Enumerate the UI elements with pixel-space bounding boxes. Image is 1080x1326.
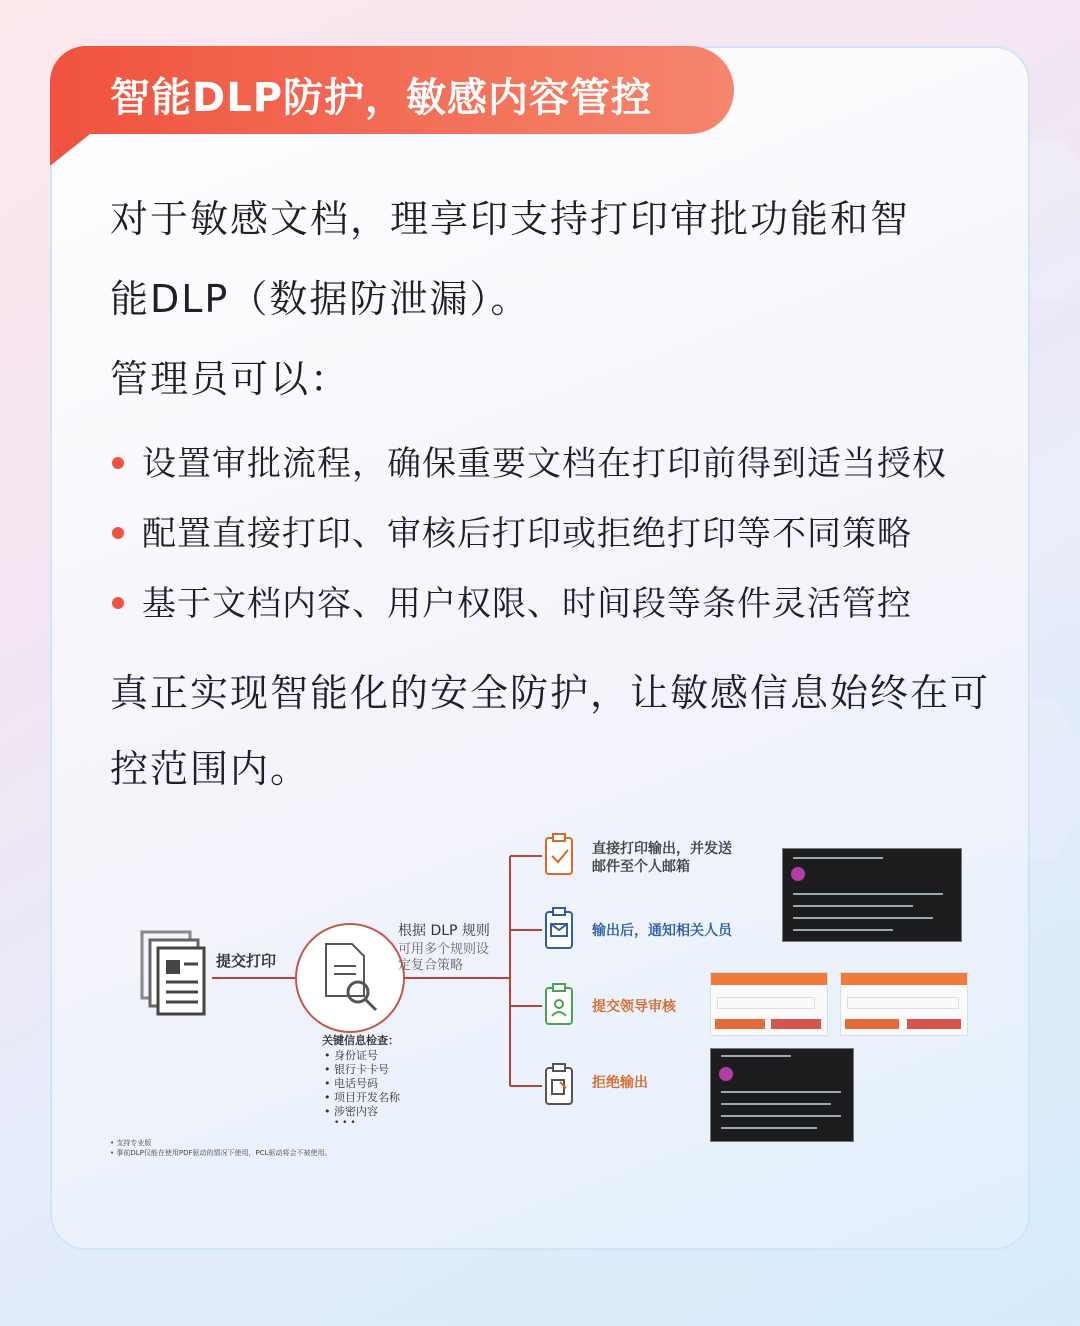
outcome-notify-label: 输出后，通知相关人员 (592, 923, 732, 939)
submit-print-label: 提交打印 (216, 952, 277, 970)
email-preview-thumbnail (782, 848, 962, 942)
outcome-direct-print-line-2: 邮件至个人邮箱 (592, 859, 690, 875)
key-check-item: • 银行卡卡号 (324, 1063, 389, 1076)
diagram-note: • 事前DLP仅能在使用PDF驱动的情况下使用，PCL驱动将会不被使用。 (110, 1149, 332, 1157)
key-check-item: • 电话号码 (324, 1077, 378, 1090)
key-check-title: 关键信息检查： (322, 1034, 399, 1047)
dlp-rule-sub-2: 定复合策略 (398, 958, 464, 973)
clipboard-check-icon (546, 834, 572, 874)
document-search-icon (296, 924, 404, 1032)
dlp-rule-title: 根据 DLP 规则 (398, 923, 490, 939)
bullet-dot-icon (112, 457, 124, 469)
mail-notify-icon (546, 908, 572, 948)
page-title: 智能DLP防护，敏感内容管控 (110, 75, 653, 121)
conclusion-line-1: 真正实现智能化的安全防护，让敏感信息始终在可 (110, 671, 991, 715)
diagram-note: • 支持专业版 (110, 1139, 152, 1147)
reject-document-icon (546, 1064, 572, 1104)
intro-line-1: 对于敏感文档，理享印支持打印审批功能和智 (110, 197, 911, 241)
dlp-flow-diagram (100, 820, 980, 1180)
key-check-item: • 涉密内容 (324, 1105, 378, 1118)
bullet-dot-icon (112, 597, 124, 609)
admin-label: 管理员可以： (110, 357, 351, 401)
outcome-direct-print-line-1: 直接打印输出，并发送 (592, 841, 732, 857)
review-form-thumbnail (710, 972, 828, 1036)
reject-notice-thumbnail (710, 1048, 854, 1142)
bullet-dot-icon (112, 527, 124, 539)
review-form-thumbnail (840, 972, 968, 1036)
document-stack-icon (142, 932, 204, 1014)
key-check-item: • 身份证号 (324, 1049, 378, 1062)
key-check-item: • 项目开发名称 (324, 1091, 400, 1104)
bullet-item: 基于文档内容、用户权限、时间段等条件灵活管控 (112, 576, 912, 625)
bullet-item: 配置直接打印、审核后打印或拒绝打印等不同策略 (112, 506, 912, 555)
outcome-reject-label: 拒绝输出 (592, 1075, 648, 1091)
dlp-rule-sub-1: 可用多个规则设 (398, 942, 490, 957)
intro-line-2: 能DLP（数据防泄漏）。 (110, 277, 531, 321)
key-check-more: • • • (334, 1118, 356, 1128)
bullet-item: 设置审批流程，确保重要文档在打印前得到适当授权 (112, 436, 947, 485)
conclusion-line-2: 控范围内。 (110, 747, 311, 791)
person-review-icon (546, 984, 572, 1024)
outcome-review-label: 提交领导审核 (592, 999, 676, 1015)
